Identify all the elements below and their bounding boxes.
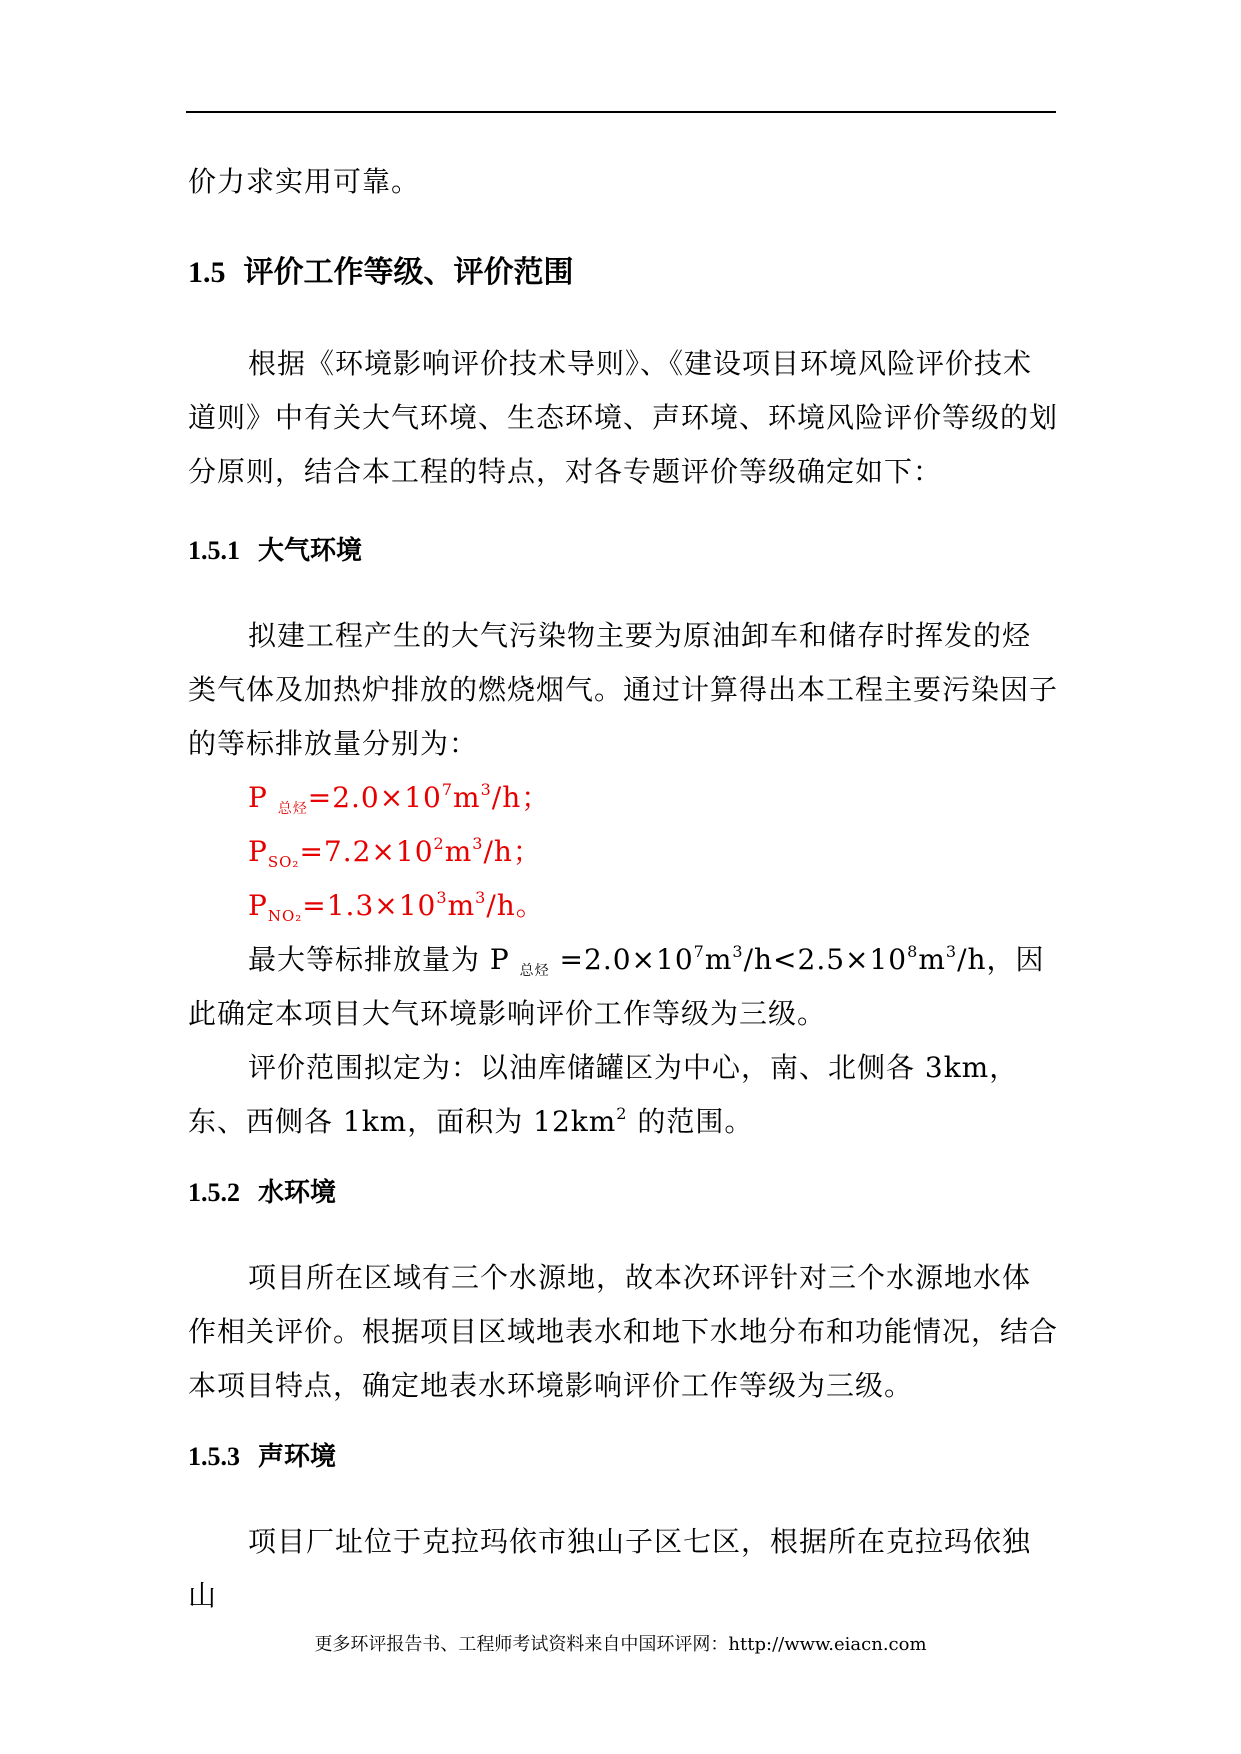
section-heading-1-5 — [188, 253, 1058, 293]
noise-paragraph: 项目厂址位于克拉玛依市独山子区七区，根据所在克拉玛依独山 — [188, 1525, 1032, 1612]
page-footer: 更多环评报告书、工程师考试资料来自中国环评网：http://www.eiacn.com — [314, 1634, 927, 1655]
section-number: 1.5.3 — [188, 1442, 240, 1471]
formula-line-no2: $P_{NO_2}=1.3\times 10^3m^3/h$。 — [248, 888, 545, 925]
section-heading-1-5-1 — [188, 533, 1058, 569]
section-title: 水环境 — [258, 1178, 337, 1208]
section-number: 1.5.2 — [188, 1178, 240, 1207]
continuation-text: 价力求实用可靠。 — [188, 165, 421, 198]
section-number: 1.5.1 — [188, 536, 240, 565]
section-number: 1.5 — [188, 256, 226, 289]
intro-paragraph: 根据《环境影响评价技术导则》、《建设项目环境风险评价技术道则》中有关大气环境、生态环境、声环境、环境风险评价等级的划分原则，结合本工程的特点，对各专题评价等级确定如下： — [188, 347, 1059, 488]
air-paragraph-1: 拟建工程产生的大气污染物主要为原油卸车和储存时挥发的烃类气体及加热炉排放的燃烧烟气。通过计算得出本工程主要污染因子的等标排放量分别为： — [188, 619, 1059, 760]
header-rule — [186, 111, 1056, 113]
section-title: 评价工作等级、评价范围 — [243, 255, 574, 290]
section-heading-1-5-3 — [188, 1439, 1058, 1475]
water-paragraph: 项目所在区域有三个水源地，故本次环评针对三个水源地水体作相关评价。根据项目区域地表水和地下水地分布和功能情况，结合本项目特点，确定地表水环境影响评价工作等级为三级。 — [188, 1261, 1059, 1402]
section-heading-1-5-2 — [188, 1175, 1058, 1211]
page-content — [188, 155, 1058, 1623]
formula-line-total-hydrocarbon: P $_{总烃}=2.0\times 10^7m^3/h$； — [248, 780, 551, 817]
air-paragraph-2: 最大等标排放量为 P $_{总烃} =2.0\times 10^7m^3/h<2.5\times 10^8m^3/h$，因此确定本项目大气环境影响评价工作等级为三级。 — [188, 942, 1045, 1030]
section-title: 声环境 — [258, 1442, 337, 1472]
formula-line-so2: $P_{SO_2}=7.2\times 10^2m^3/h$； — [248, 834, 542, 871]
section-title: 大气环境 — [258, 536, 363, 566]
air-paragraph-3: 评价范围拟定为：以油库储罐区为中心，南、北侧各 3km，东、西侧各 1km，面积为 $12km^2$ 的范围。 — [188, 1051, 1019, 1138]
